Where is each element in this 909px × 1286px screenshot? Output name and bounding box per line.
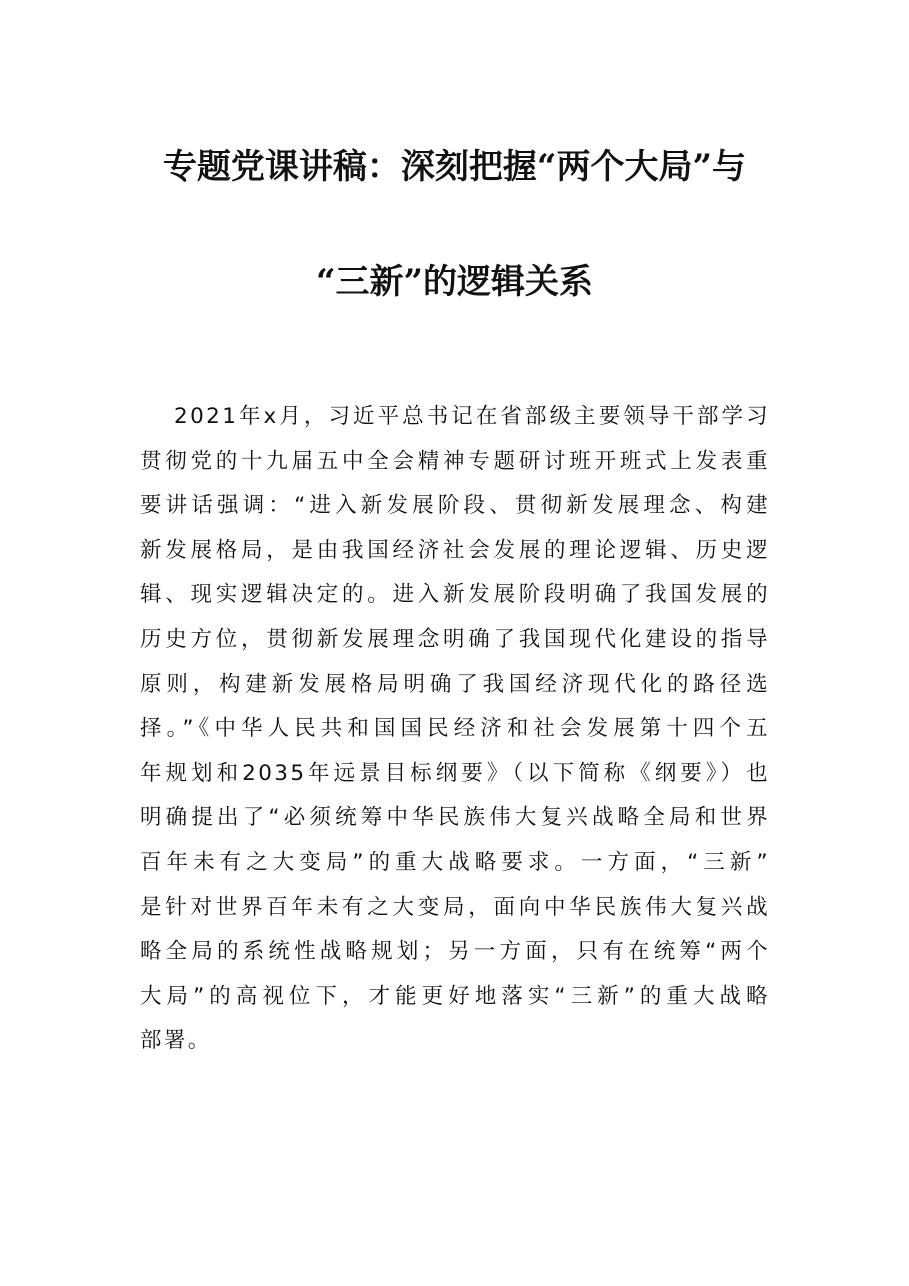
paragraph-line: 略全局的系统性战略规划；另一方面，只有在统筹“两个 xyxy=(140,939,770,965)
paragraph-line: 2021年x月，习近平总书记在省部级主要领导干部学习 xyxy=(174,404,770,429)
paragraph-line: 明确提出了“必须统筹中华民族伟大复兴战略全局和世界 xyxy=(140,805,770,831)
paragraph-line: 要讲话强调：“进入新发展阶段、贯彻新发展理念、构建 xyxy=(140,493,770,519)
paragraph-line: 部署。 xyxy=(140,1028,212,1054)
paragraph-line: 百年未有之大变局”的重大战略要求。一方面，“三新” xyxy=(140,849,770,875)
paragraph-line: 年规划和2035年远景目标纲要》（以下简称《纲要》）也 xyxy=(140,760,770,786)
paragraph-line: 新发展格局，是由我国经济社会发展的理论逻辑、历史逻 xyxy=(140,537,770,563)
paragraph-line: 历史方位，贯彻新发展理念明确了我国现代化建设的指导 xyxy=(140,626,770,652)
paragraph-line: 大局”的高视位下，才能更好地落实“三新”的重大战略 xyxy=(140,983,770,1009)
document-title-line-1: 专题党课讲稿：深刻把握“两个大局”与 xyxy=(162,147,747,187)
paragraph-line: 择。”《中华人民共和国国民经济和社会发展第十四个五 xyxy=(140,716,770,742)
paragraph-line: 辑、现实逻辑决定的。进入新发展阶段明确了我国发展的 xyxy=(140,582,770,608)
paragraph-line: 原则，构建新发展格局明确了我国经济现代化的路径选 xyxy=(140,671,770,697)
paragraph-line: 是针对世界百年未有之大变局，面向中华民族伟大复兴战 xyxy=(140,894,770,920)
paragraph-line: 贯彻党的十九届五中全会精神专题研讨班开班式上发表重 xyxy=(140,448,770,474)
body-paragraph xyxy=(140,395,770,1064)
document-title-line-2: “三新”的逻辑关系 xyxy=(315,262,594,302)
